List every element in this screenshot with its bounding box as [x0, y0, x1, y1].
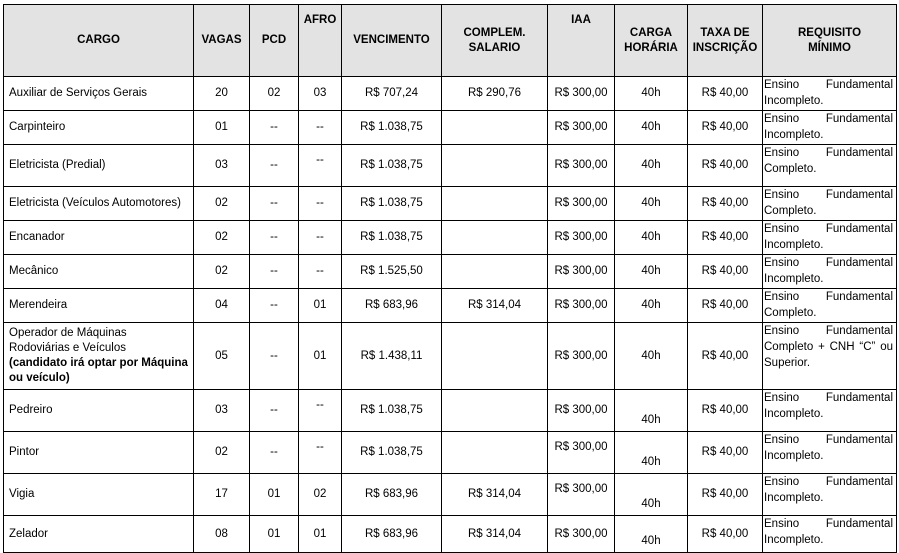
- table-row: [4, 221, 897, 255]
- cell-afro: 03: [299, 77, 342, 111]
- cell-pcd: --: [250, 255, 299, 289]
- cell-vencimento: R$ 683,96: [342, 516, 442, 553]
- cell-carga: 40h: [615, 145, 688, 187]
- cell-cargo: Eletricista (Predial): [4, 145, 194, 187]
- cell-complem: [442, 390, 548, 432]
- cell-vencimento: R$ 1.038,75: [342, 111, 442, 145]
- cell-iaa: R$ 300,00: [548, 289, 615, 323]
- table-row: [4, 111, 897, 145]
- cell-taxa: R$ 40,00: [688, 255, 763, 289]
- table-row: [4, 255, 897, 289]
- cell-complem: R$ 314,04: [442, 474, 548, 516]
- cell-requisito: Ensino Fundamental Incompleto.: [763, 221, 897, 255]
- table-row: [4, 289, 897, 323]
- cell-carga: 40h: [615, 111, 688, 145]
- cell-complem: R$ 290,76: [442, 77, 548, 111]
- cell-iaa: R$ 300,00: [548, 145, 615, 187]
- table-row: [4, 474, 897, 516]
- cell-cargo: Pedreiro: [4, 390, 194, 432]
- cell-iaa: R$ 300,00: [548, 187, 615, 221]
- cell-iaa: R$ 300,00: [548, 111, 615, 145]
- cell-requisito: Ensino Fundamental Completo.: [763, 289, 897, 323]
- header-pcd: PCD: [250, 5, 299, 77]
- cell-carga: 40h: [615, 77, 688, 111]
- cell-afro: --: [299, 187, 342, 221]
- cell-complem: R$ 314,04: [442, 516, 548, 553]
- cell-vencimento: R$ 1.038,75: [342, 221, 442, 255]
- cell-vencimento: R$ 1.038,75: [342, 390, 442, 432]
- cell-complem: [442, 145, 548, 187]
- cell-pcd: 02: [250, 77, 299, 111]
- cell-iaa: R$ 300,00: [548, 221, 615, 255]
- header-carga: CARGA HORÁRIA: [615, 5, 688, 77]
- header-row: [4, 5, 897, 77]
- cell-afro: --: [299, 390, 342, 432]
- cell-carga: 40h: [615, 432, 688, 474]
- table-row: [4, 323, 897, 390]
- cell-cargo: [4, 323, 194, 390]
- cell-vencimento: R$ 707,24: [342, 77, 442, 111]
- cell-pcd: 01: [250, 474, 299, 516]
- cell-vagas: 04: [194, 289, 250, 323]
- cell-complem: [442, 323, 548, 390]
- cargo-name: Operador de Máquinas Rodoviárias e Veículos: [9, 327, 127, 354]
- cell-complem: [442, 221, 548, 255]
- cell-pcd: --: [250, 289, 299, 323]
- cell-vagas: 03: [194, 145, 250, 187]
- cell-cargo: Encanador: [4, 221, 194, 255]
- cell-carga: 40h: [615, 390, 688, 432]
- cell-iaa: R$ 300,00: [548, 323, 615, 390]
- cell-cargo: Mecânico: [4, 255, 194, 289]
- cell-afro: 02: [299, 474, 342, 516]
- cell-afro: 01: [299, 289, 342, 323]
- cell-requisito: Ensino Fundamental Incompleto.: [763, 111, 897, 145]
- cell-complem: [442, 432, 548, 474]
- cell-taxa: R$ 40,00: [688, 474, 763, 516]
- cell-vagas: 02: [194, 255, 250, 289]
- cell-vagas: 02: [194, 187, 250, 221]
- cell-vencimento: R$ 1.038,75: [342, 145, 442, 187]
- cell-iaa: R$ 300,00: [548, 77, 615, 111]
- cell-requisito: Ensino Fundamental Incompleto.: [763, 77, 897, 111]
- header-taxa: TAXA DE INSCRIÇÃO: [688, 5, 763, 77]
- cell-vencimento: R$ 1.525,50: [342, 255, 442, 289]
- cell-vagas: 01: [194, 111, 250, 145]
- cell-vencimento: R$ 683,96: [342, 474, 442, 516]
- cell-taxa: R$ 40,00: [688, 516, 763, 553]
- vacancies-table: [3, 4, 897, 553]
- cell-cargo: Carpinteiro: [4, 111, 194, 145]
- cell-taxa: R$ 40,00: [688, 390, 763, 432]
- cell-taxa: R$ 40,00: [688, 289, 763, 323]
- cell-pcd: --: [250, 221, 299, 255]
- cell-complem: [442, 187, 548, 221]
- cell-requisito: Ensino Fundamental Incompleto.: [763, 474, 897, 516]
- header-cargo: CARGO: [4, 5, 194, 77]
- cell-vencimento: R$ 1.038,75: [342, 187, 442, 221]
- cell-vagas: 20: [194, 77, 250, 111]
- cell-requisito: Ensino Fundamental Incompleto.: [763, 432, 897, 474]
- header-complem: COMPLEM. SALARIO: [442, 5, 548, 77]
- cell-iaa: R$ 300,00: [548, 390, 615, 432]
- cell-pcd: --: [250, 432, 299, 474]
- cell-vagas: 17: [194, 474, 250, 516]
- cell-vagas: 08: [194, 516, 250, 553]
- cell-iaa: R$ 300,00: [548, 474, 615, 516]
- cell-requisito: Ensino Fundamental Incompleto.: [763, 516, 897, 553]
- table-row: [4, 516, 897, 553]
- cell-iaa: R$ 300,00: [548, 516, 615, 553]
- cell-vencimento: R$ 1.038,75: [342, 432, 442, 474]
- cell-pcd: --: [250, 187, 299, 221]
- cell-pcd: --: [250, 111, 299, 145]
- cell-complem: [442, 255, 548, 289]
- cell-cargo: Pintor: [4, 432, 194, 474]
- cell-carga: 40h: [615, 255, 688, 289]
- cell-requisito: Ensino Fundamental Completo.: [763, 145, 897, 187]
- cell-taxa: R$ 40,00: [688, 111, 763, 145]
- header-vagas: VAGAS: [194, 5, 250, 77]
- cell-pcd: --: [250, 323, 299, 390]
- cell-afro: --: [299, 255, 342, 289]
- cell-carga: 40h: [615, 516, 688, 553]
- cell-complem: R$ 314,04: [442, 289, 548, 323]
- header-vencimento: VENCIMENTO: [342, 5, 442, 77]
- cell-taxa: R$ 40,00: [688, 77, 763, 111]
- cell-afro: 01: [299, 516, 342, 553]
- cell-vagas: 05: [194, 323, 250, 390]
- cell-requisito: Ensino Fundamental Incompleto.: [763, 255, 897, 289]
- cell-requisito: Ensino Fundamental Incompleto.: [763, 390, 897, 432]
- cell-taxa: R$ 40,00: [688, 432, 763, 474]
- cell-pcd: --: [250, 145, 299, 187]
- cell-afro: --: [299, 221, 342, 255]
- cell-pcd: 01: [250, 516, 299, 553]
- table-row: [4, 432, 897, 474]
- cell-carga: 40h: [615, 323, 688, 390]
- cell-carga: 40h: [615, 289, 688, 323]
- cell-vencimento: R$ 1.438,11: [342, 323, 442, 390]
- cell-vagas: 02: [194, 221, 250, 255]
- cell-iaa: R$ 300,00: [548, 432, 615, 474]
- cell-cargo: Zelador: [4, 516, 194, 553]
- header-afro: AFRO: [299, 5, 342, 77]
- cell-cargo: Merendeira: [4, 289, 194, 323]
- table-row: [4, 145, 897, 187]
- cell-vencimento: R$ 683,96: [342, 289, 442, 323]
- cell-cargo: Auxiliar de Serviços Gerais: [4, 77, 194, 111]
- cell-taxa: R$ 40,00: [688, 323, 763, 390]
- cell-taxa: R$ 40,00: [688, 187, 763, 221]
- table-row: [4, 390, 897, 432]
- cell-complem: [442, 111, 548, 145]
- table-row: [4, 77, 897, 111]
- header-requisito: REQUISITO MÍNIMO: [763, 5, 897, 77]
- header-iaa: IAA: [548, 5, 615, 77]
- cell-taxa: R$ 40,00: [688, 145, 763, 187]
- cell-afro: --: [299, 432, 342, 474]
- cell-vagas: 02: [194, 432, 250, 474]
- cell-taxa: R$ 40,00: [688, 221, 763, 255]
- cell-pcd: --: [250, 390, 299, 432]
- cell-cargo: Vigia: [4, 474, 194, 516]
- cell-carga: 40h: [615, 221, 688, 255]
- table-row: [4, 187, 897, 221]
- cell-vagas: 03: [194, 390, 250, 432]
- cell-afro: --: [299, 145, 342, 187]
- cell-iaa: R$ 300,00: [548, 255, 615, 289]
- cell-requisito: Ensino Fundamental Completo + CNH “C” ou Superior.: [763, 323, 897, 390]
- cell-carga: 40h: [615, 187, 688, 221]
- cell-requisito: Ensino Fundamental Completo.: [763, 187, 897, 221]
- cell-afro: --: [299, 111, 342, 145]
- cell-carga: 40h: [615, 474, 688, 516]
- cell-afro: 01: [299, 323, 342, 390]
- cell-cargo: Eletricista (Veículos Automotores): [4, 187, 194, 221]
- cargo-note: (candidato irá optar por Máquina ou veículo): [9, 357, 188, 384]
